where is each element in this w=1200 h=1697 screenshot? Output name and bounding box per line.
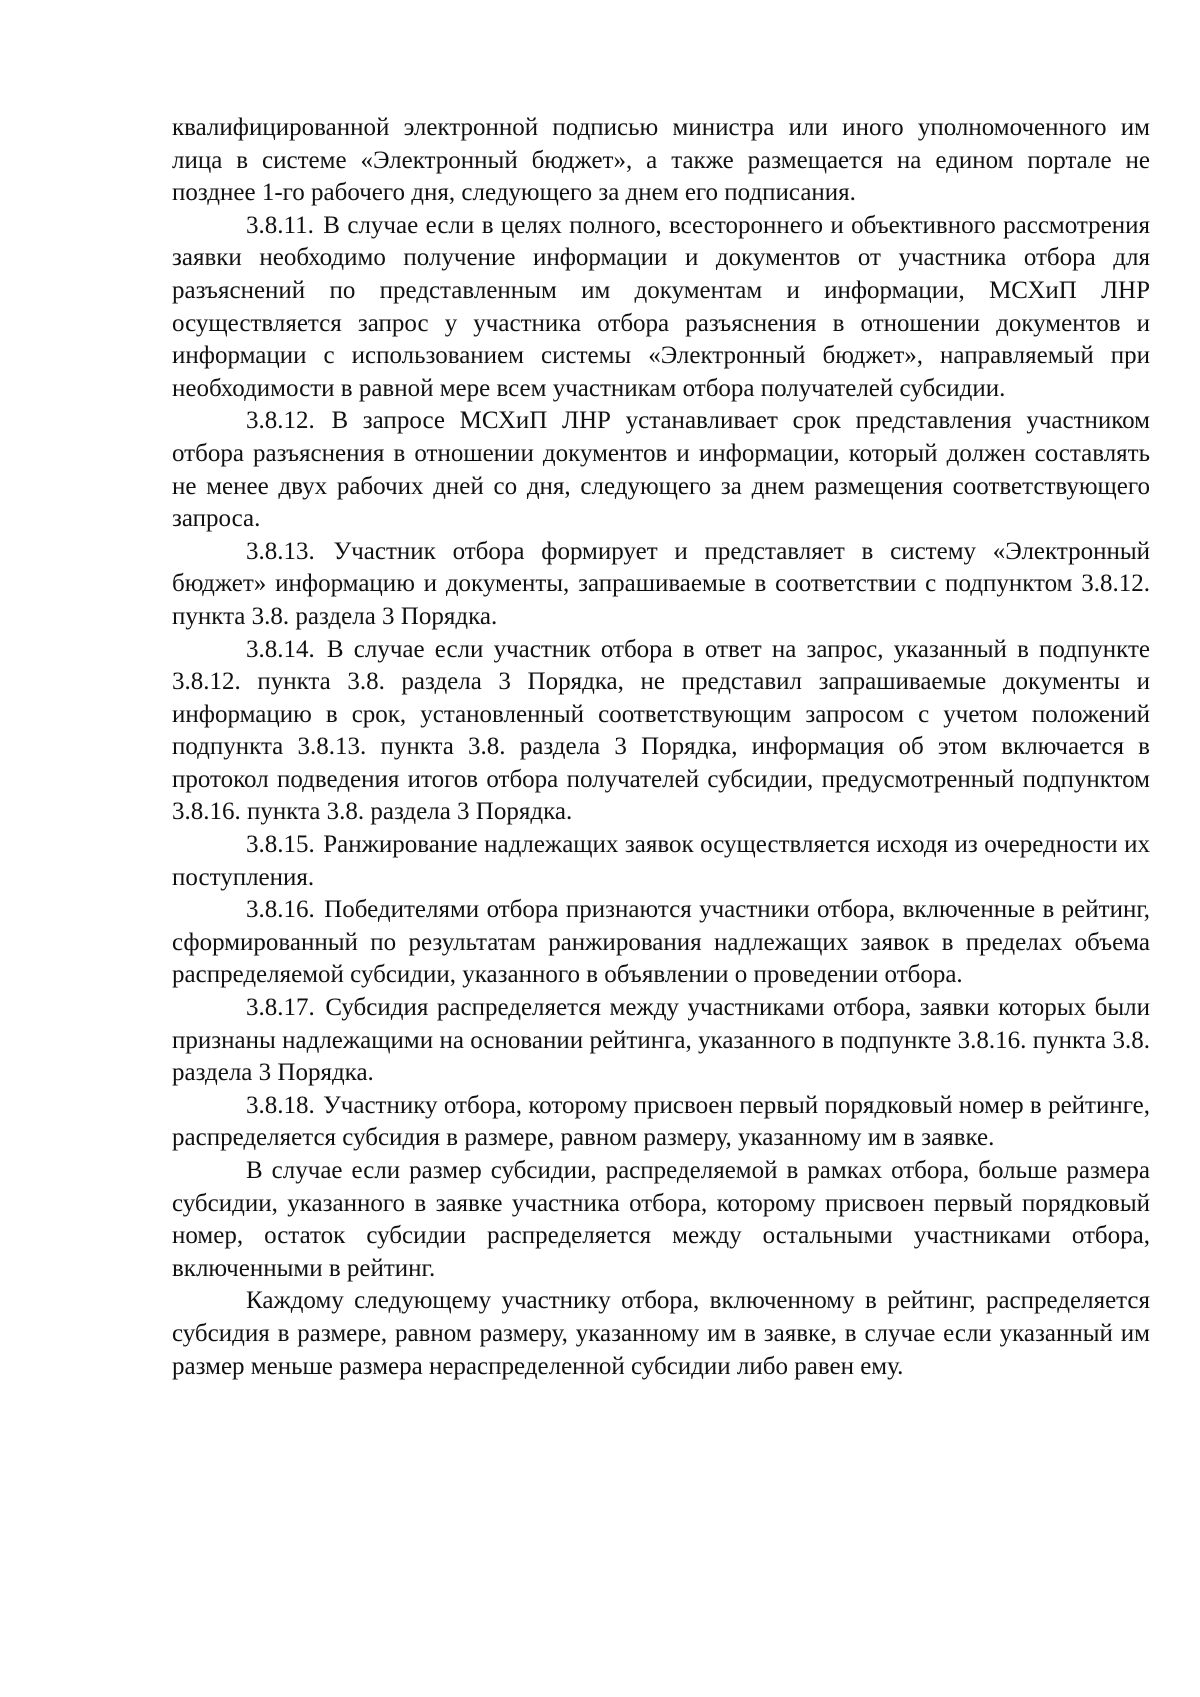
paragraph-number: 3.8.16.	[246, 896, 315, 924]
paragraph-text: квалифицированной электронной подписью министра или иного уполномоченного им лица в системе «Электронный бюджет», а также размещается на едином портале не позднее 1-го рабочего дня, следующего за днем его подписания.	[172, 114, 1150, 207]
paragraph-remainder-distribution	[172, 1155, 1150, 1285]
paragraph-text: Ранжирование надлежащих заявок осуществляется исходя из очередности их поступления.	[172, 831, 1151, 891]
paragraph-text: Каждому следующему участнику отбора, включенному в рейтинг, распределяется субсидия в размере, равном размеру, указанному им в заявке, в случае если указанный им размер меньше размера нераспределенной субсидии либо равен ему.	[172, 1287, 1150, 1380]
paragraph-text: В случае если в целях полного, всестороннего и объективного рассмотрения заявки необходимо получение информации и документов от участника отбора для разъяснений по представленным им документам и информации, МСХиП ЛНР осуществляется запрос у участника отбора разъяснения в отношении документов и информации с использованием системы «Электронный бюджет», направляемый при необходимости в равной мере всем участникам отбора получателей субсидии.	[172, 211, 1150, 402]
paragraph-text: В случае если участник отбора в ответ на запрос, указанный в подпункте 3.8.12. пункта 3.8. раздела 3 Порядка, не представил запрашиваемые документы и информацию в срок, установленный соответствующим запросом с учетом положений подпункта 3.8.13. пункта 3.8. раздела 3 Порядка, информация об этом включается в протокол подведения итогов отбора получателей субсидии, предусмотренный подпунктом 3.8.16. пункта 3.8. раздела 3 Порядка.	[172, 635, 1151, 826]
paragraph-number: 3.8.14.	[246, 635, 315, 663]
paragraph-text: Участнику отбора, которому присвоен первый порядковый номер в рейтинге, распределяется субсидия в размере, равном размеру, указанному им в заявке.	[172, 1091, 1150, 1152]
paragraph-continuation	[172, 112, 1150, 210]
paragraph-number: 3.8.11.	[246, 211, 314, 239]
paragraph-number: 3.8.15.	[246, 831, 315, 859]
paragraph-number: 3.8.13.	[246, 537, 315, 565]
paragraph-text: В запросе МСХиП ЛНР устанавливает срок представления участником отбора разъяснения в отношении документов и информации, который должен составлять не менее двух рабочих дней со дня, следующего за днем размещения соответствующего запроса.	[172, 407, 1151, 533]
paragraph-3-8-11	[172, 210, 1150, 406]
document-page	[172, 112, 1150, 1383]
paragraph-number: 3.8.18.	[246, 1091, 315, 1119]
paragraph-3-8-15	[172, 829, 1150, 894]
paragraph-text: Участник отбора формирует и представляет в систему «Электронный бюджет» информацию и документы, запрашиваемые в соответствии с подпунктом 3.8.12. пункта 3.8. раздела 3 Порядка.	[172, 537, 1151, 630]
paragraph-3-8-17	[172, 992, 1150, 1090]
paragraph-3-8-16	[172, 894, 1150, 992]
paragraph-number: 3.8.17.	[246, 994, 315, 1022]
paragraph-text: Субсидия распределяется между участниками отбора, заявки которых были признаны надлежащими на основании рейтинга, указанного в подпункте 3.8.16. пункта 3.8. раздела 3 Порядка.	[172, 994, 1150, 1087]
paragraph-3-8-13	[172, 536, 1150, 634]
paragraph-3-8-18	[172, 1090, 1150, 1155]
paragraph-number: 3.8.12.	[246, 407, 315, 435]
paragraph-3-8-12	[172, 405, 1150, 535]
paragraph-each-next-participant	[172, 1285, 1150, 1383]
paragraph-text: В случае если размер субсидии, распределяемой в рамках отбора, больше размера субсидии, указанного в заявке участника отбора, которому присвоен первый порядковый номер, остаток субсидии распределяется между остальными участниками отбора, включенными в рейтинг.	[172, 1157, 1150, 1282]
paragraph-3-8-14	[172, 634, 1150, 830]
paragraph-text: Победителями отбора признаются участники отбора, включенные в рейтинг, сформированный по результатам ранжирования надлежащих заявок в пределах объема распределяемой субсидии, указанного в объявлении о проведении отбора.	[172, 896, 1151, 989]
